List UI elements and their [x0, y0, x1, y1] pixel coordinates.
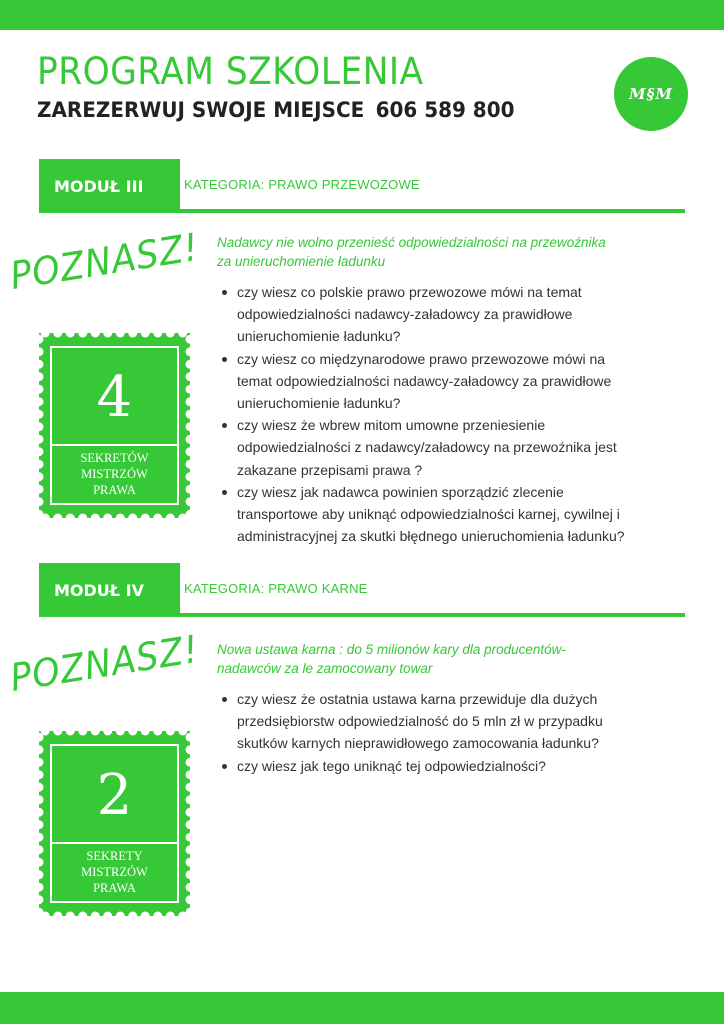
page-title: PROGRAM SZKOLENIA [37, 50, 424, 93]
module-lead [217, 640, 687, 678]
bullet-line: odpowiedzialności nadawcy-załadowcy za prawidłowe [237, 306, 573, 323]
bullet-line: czy wiesz jak nadawca powinien sporządzić zlecenie [237, 483, 564, 500]
bullet-line: transportowe aby uniknąć odpowiedzialności karnej, cywilnej i [237, 506, 620, 523]
bottom-accent-bar [0, 992, 724, 1024]
bullet-line: czy wiesz jak tego uniknąć tej odpowiedzialności? [237, 757, 546, 774]
stamp-badge [39, 333, 190, 518]
module-header-4 [39, 563, 685, 617]
phone-number[interactable]: 606 589 800 [375, 98, 515, 122]
bullet-line: unieruchomienie ładunku? [237, 328, 401, 345]
stamp-badge [39, 731, 190, 916]
list-item [219, 281, 674, 348]
stamp-label-line: PRAWA [93, 881, 136, 895]
stamp-number: 2 [96, 763, 133, 828]
bullet-list [219, 688, 674, 777]
bullet-line: zakazane przepisami prawa ? [237, 461, 423, 478]
stamp-number: 4 [96, 365, 133, 430]
top-accent-bar [0, 0, 724, 30]
bullet-line: administracyjnej za skutki błędnego unieruchomienia ładunku? [237, 528, 625, 545]
stamp-label-line: SEKRETY [86, 849, 143, 863]
stamp-label-line: MISTRZÓW [81, 865, 148, 879]
bullet-line: przedsiębiorstw odpowiedzialność do 5 mln zł w przypadku [237, 713, 603, 730]
stamp-label-line: MISTRZÓW [81, 467, 148, 481]
bullet-line: czy wiesz że wbrew mitom umowne przeniesienie [237, 417, 546, 434]
module-tab: MODUŁ III [39, 159, 180, 213]
bullet-line: temat odpowiedzialności nadawcy-załadowcy za prawidłowe [237, 372, 612, 389]
divider [180, 613, 685, 617]
list-item [219, 755, 674, 777]
bullet-line: czy wiesz co polskie prawo przewozowe mówi na temat [237, 284, 582, 300]
bullet-line: unieruchomienie ładunku? [237, 395, 401, 412]
module-lead [217, 233, 687, 271]
lead-line: Nadawcy nie wolno przenieść odpowiedzialności na przewoźnika [217, 235, 606, 250]
bullet-line: czy wiesz że ostatnia ustawa karna przewiduje dla dużych [237, 691, 598, 707]
poznasz-heading: POZNASZ! [7, 626, 202, 700]
reserve-text: ZAREZERWUJ SWOJE MIEJSCE [37, 98, 365, 122]
stamp-label [39, 450, 190, 498]
stamp-label-line: PRAWA [93, 483, 136, 497]
list-item [219, 481, 674, 548]
module-category: KATEGORIA: PRAWO KARNE [184, 581, 368, 596]
bullet-line: skutków karnych nieprawidłowego zamocowania ładunku? [237, 735, 599, 752]
list-item [219, 688, 674, 755]
lead-line: za unieruchomienie ładunku [217, 254, 386, 269]
logo: M§M [614, 57, 688, 131]
list-item [219, 414, 674, 481]
bullet-list [219, 281, 674, 547]
stamp-label-line: SEKRETÓW [80, 451, 149, 465]
module-category: KATEGORIA: PRAWO PRZEWOZOWE [184, 177, 420, 192]
bullet-line: odpowiedzialności z nadawcy/załadowcy na przewoźnika jest [237, 439, 617, 456]
stamp-label [39, 848, 190, 896]
list-item [219, 348, 674, 415]
page-subtitle [37, 98, 514, 122]
poznasz-heading: POZNASZ! [7, 224, 202, 298]
lead-line: nadawców za le zamocowany towar [217, 661, 433, 676]
bullet-line: czy wiesz co międzynarodowe prawo przewozowe mówi na [237, 350, 606, 367]
module-header-3 [39, 159, 685, 213]
lead-line: Nowa ustawa karna : do 5 milionów kary dla producentów- [217, 642, 566, 657]
divider [180, 209, 685, 213]
module-tab: MODUŁ IV [39, 563, 180, 617]
